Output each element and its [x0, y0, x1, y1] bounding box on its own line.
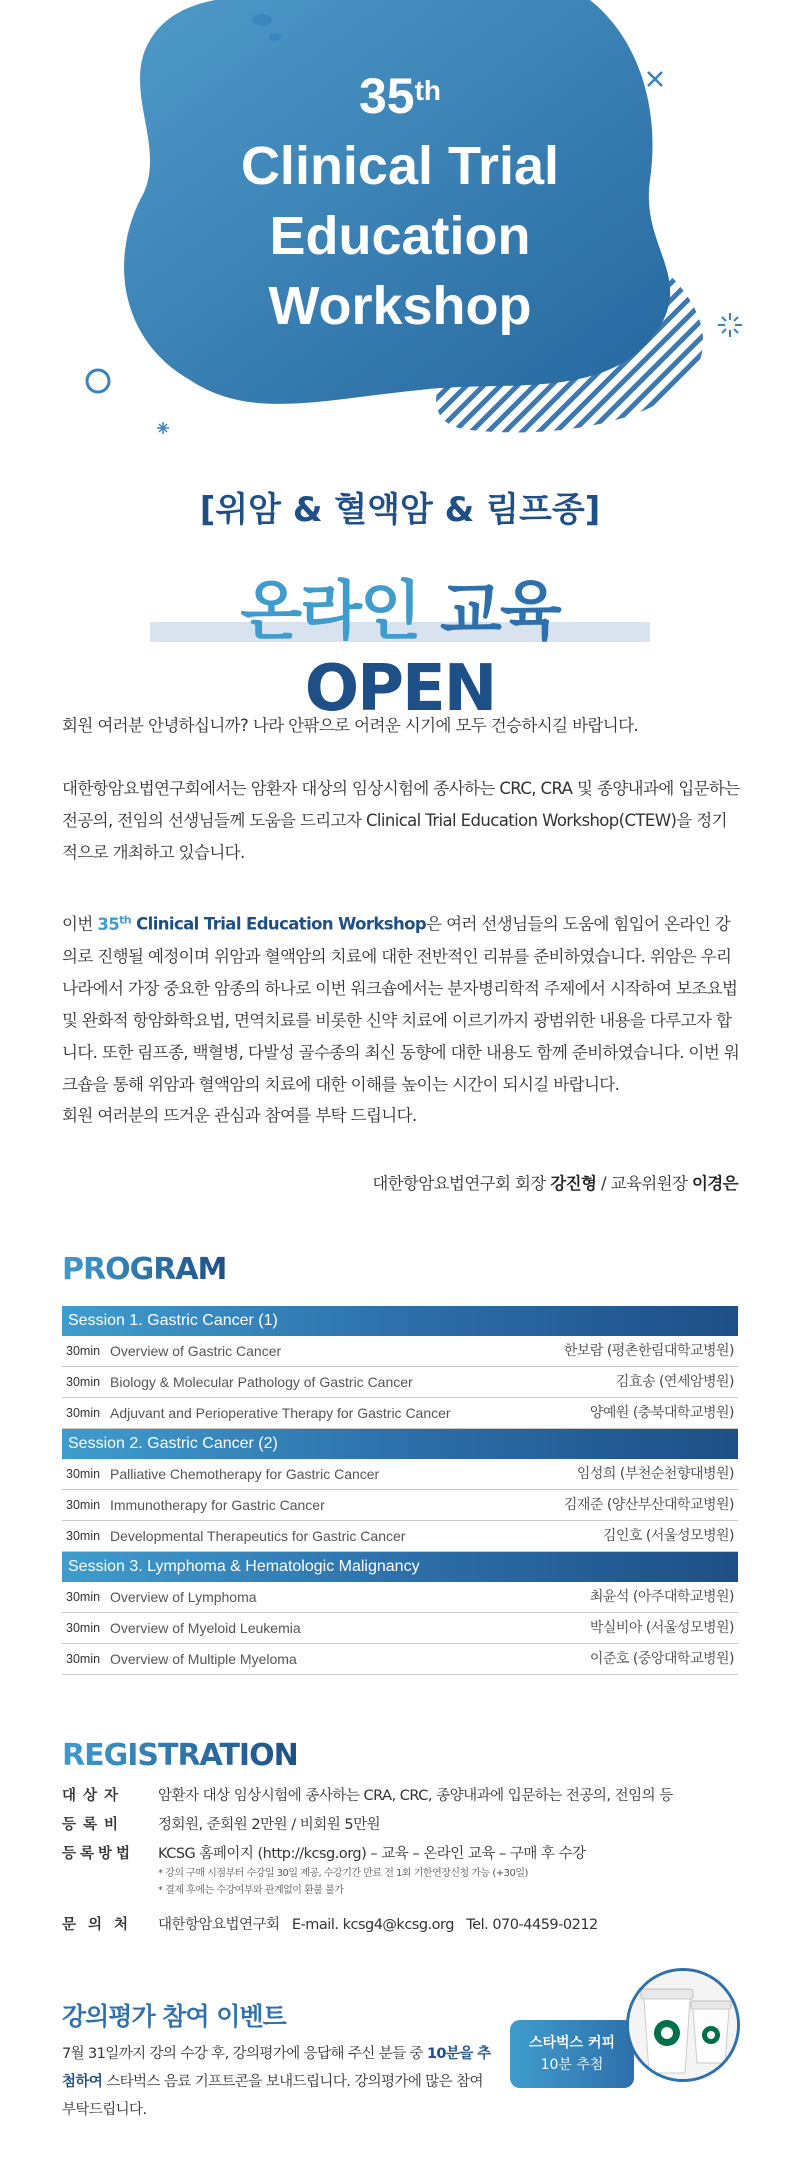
- hero-title: [190, 60, 610, 341]
- table-row: 30min Overview of Myeloid Leukemia 박실비아 (서울성모병원): [62, 1613, 738, 1644]
- event-text: 7월 31일까지 강의 수강 후, 강의평가에 응답해 주신 분들 중 10분을 추첨하여 스타벅스 음료 기프트콘을 보내드립니다. 강의평가에 많은 참여 부탁드립니다.: [62, 2046, 491, 2118]
- target-value: 암환자 대상 임상시험에 종사하는 CRA, CRC, 종양내과에 입문하는 전공의, 전임의 등: [158, 1788, 673, 1804]
- edition-suffix: th: [414, 75, 442, 106]
- p3-pre: 이번: [62, 914, 98, 934]
- table-row: 30min Biology & Molecular Pathology of Gastric Cancer 김효송 (연세암병원): [62, 1367, 738, 1398]
- prize-badge: [510, 2020, 634, 2088]
- intro-paragraph-1: 회원 여러분 안녕하십니까? 나라 안팎으로 어려운 시기에 모두 건승하시길 바랍니다.: [62, 716, 639, 735]
- p3-highlight: Clinical Trial Education Workshop: [130, 914, 427, 934]
- contact-value[interactable]: 대한항암요법연구회 E-mail. kcsg4@kcsg.org Tel. 070-4459-0212: [158, 1917, 598, 1933]
- hero-line-3: Workshop: [268, 276, 532, 336]
- program-title: PROGRAM: [62, 1252, 227, 1287]
- signature: 대한항암요법연구회 회장 강진형 / 교육위원장 이경은: [372, 1174, 738, 1193]
- open-word-2: 교육: [440, 575, 560, 649]
- hero-line-1: Clinical Trial: [240, 136, 560, 196]
- edition-number: 35: [358, 68, 415, 124]
- intro-paragraph-3: [62, 904, 742, 1101]
- method-value[interactable]: KCSG 홈페이지 (http://kcsg.org) – 교육 – 온라인 교육 – 구매 후 수강: [158, 1846, 586, 1862]
- table-row: 30min Overview of Gastric Cancer 한보람 (평촌한림대학교병원): [62, 1336, 738, 1367]
- hero-line-2: Education: [269, 206, 531, 266]
- subtitle: [위암 & 혈액암 & 림프종]: [199, 490, 601, 530]
- note-2: * 결제 후에는 수강여부와 관계없이 환불 불가: [158, 1885, 344, 1896]
- event-title: 강의평가 참여 이벤트: [62, 2002, 286, 2031]
- registration-title: REGISTRATION: [62, 1738, 298, 1773]
- fee-label: 등록비: [62, 1817, 126, 1833]
- table-row: 30min Overview of Multiple Myeloma 이준호 (중앙대학교병원): [62, 1644, 738, 1675]
- table-row: 30min Immunotherapy for Gastric Cancer 김재준 (양산부산대학교병원): [62, 1490, 738, 1521]
- event-highlight: 10분을 추첨하여: [62, 2046, 491, 2090]
- coffee-cups-image: [626, 1968, 740, 2082]
- badge-line-1: 스타벅스 커피: [528, 2035, 616, 2051]
- session-header: Session 2. Gastric Cancer (2): [62, 1429, 738, 1459]
- coffee-cup-icon: [629, 1971, 740, 2082]
- note-1: * 강의 구매 시점부터 수강일 30일 제공, 수강기간 만료 전 1회 기한연장신청 가능 (+30일): [158, 1868, 528, 1879]
- registration-info: [62, 1784, 752, 1942]
- open-word-3: OPEN: [304, 652, 496, 726]
- intro-paragraph-2: 대한항암요법연구회에서는 암환자 대상의 임상시험에 종사하는 CRC, CRA 및 종양내과에 입문하는 전공의, 전임의 선생님들께 도움을 드리고자 Clinical Trial Education Workshop(CTEW)을 정기적으로 개최하고 있습니다.: [62, 779, 740, 862]
- table-row: 30min Overview of Lymphoma 최윤석 (아주대학교병원): [62, 1582, 738, 1613]
- badge-line-2: 10분 추첨: [540, 2057, 604, 2073]
- open-word-1: 온라인: [240, 575, 420, 649]
- session-header: Session 1. Gastric Cancer (1): [62, 1306, 738, 1336]
- table-row: 30min Adjuvant and Perioperative Therapy for Gastric Cancer 양예원 (충북대학교병원): [62, 1398, 738, 1429]
- chair-name: 이경은: [691, 1174, 738, 1193]
- p3-post: 은 여러 선생님들의 도움에 힘입어 온라인 강의로 진행될 예정이며 위암과 혈액암의 치료에 대한 전반적인 리뷰를 준비하였습니다. 위암은 우리나라에서 가장 중요한 암종의 하나로 이번 워크숍에서는 분자병리학적 주제에서 시작하여 보조요법 및 완화적 항암화학요법, 면역치료를 비롯한 신약 치료에 이르기까지 광범위한 내용을 다루고자 합니다. 또한 림프종, 백혈병, 다발성 골수종의 최신 동향에 대한 내용도 함께 준비하였습니다. 이번 워크숍을 통해 위암과 혈액암의 치료에 대한 이해를 높이는 시간이 되시길 바랍니다.: [62, 914, 740, 1094]
- table-row: 30min Palliative Chemotherapy for Gastric Cancer 임성희 (부천순천향대병원): [62, 1459, 738, 1490]
- contact-label: 문의처: [62, 1917, 141, 1933]
- table-row: 30min Developmental Therapeutics for Gastric Cancer 김인호 (서울성모병원): [62, 1521, 738, 1552]
- method-label: 등록방법: [62, 1846, 135, 1862]
- session-header: Session 3. Lymphoma & Hematologic Malignancy: [62, 1552, 738, 1582]
- intro-paragraph-4: 회원 여러분의 뜨거운 관심과 참여를 부탁 드립니다.: [62, 1106, 417, 1125]
- p3-number: 35th: [97, 913, 131, 934]
- president-name: 강진형: [550, 1174, 597, 1193]
- online-open-heading: [140, 560, 660, 726]
- fee-value: 정회원, 준회원 2만원 / 비회원 5만원: [158, 1817, 381, 1833]
- program-table: [62, 1306, 738, 1675]
- target-label: 대상자: [62, 1788, 126, 1804]
- hero-banner: [0, 0, 800, 470]
